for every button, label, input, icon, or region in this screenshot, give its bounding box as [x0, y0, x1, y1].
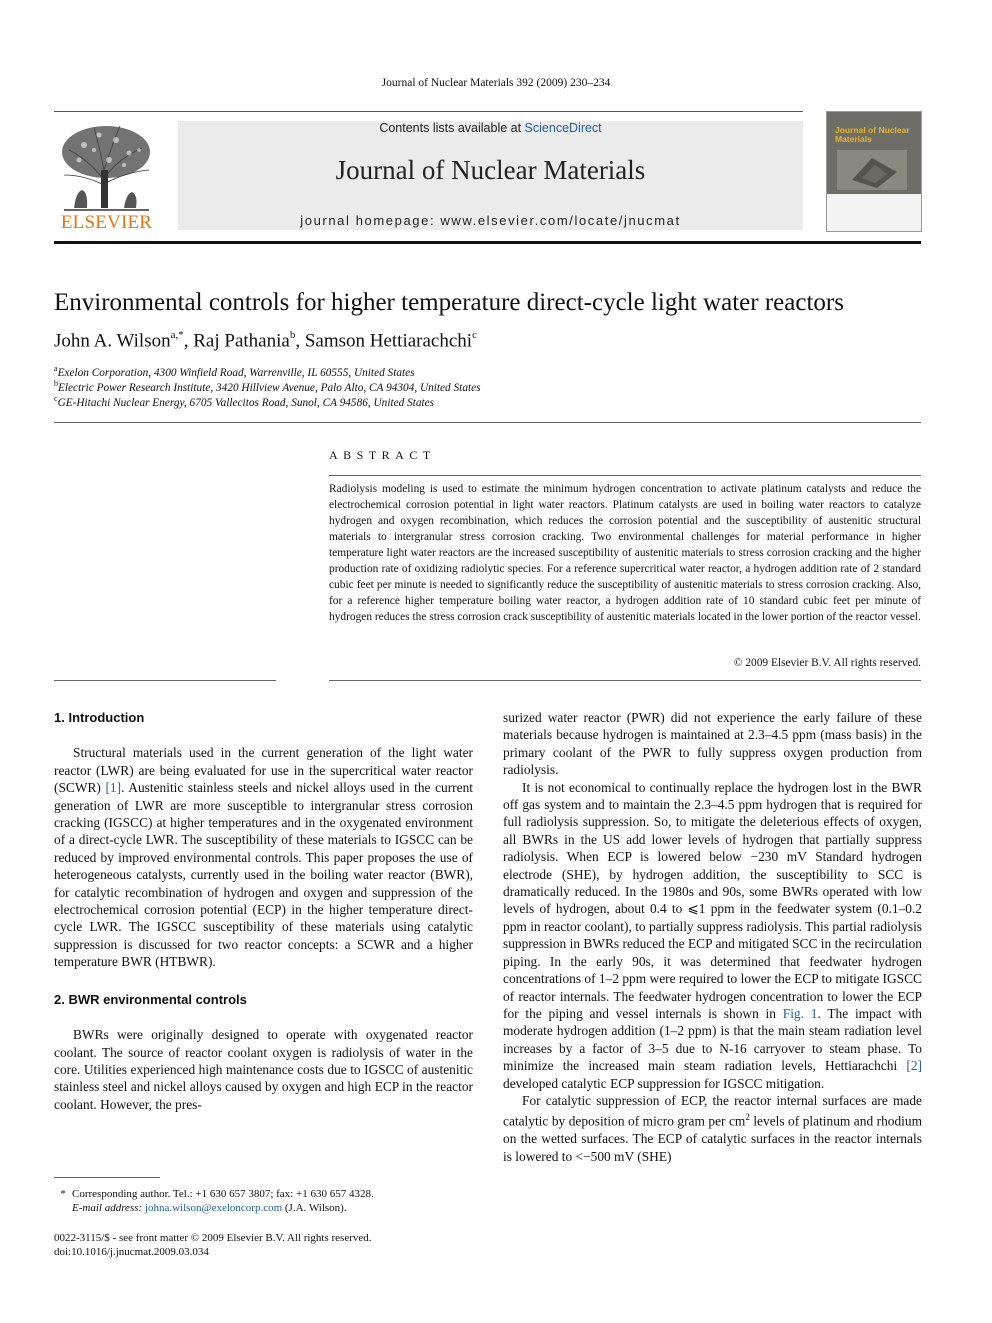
left-column	[54, 709, 473, 1113]
abstract-heading: ABSTRACT	[329, 448, 436, 462]
paragraph-text: Structural materials used in the current generation of the light water reactor (LWR) are being evaluated for use in the supercritical water reactor (SCWR)	[54, 745, 473, 796]
abstract-text: Radiolysis modeling is used to estimate the minimum hydrogen concentration to activate platinum catalysts and reduce the electrochemical corrosion potential in light water reactors. Platinum catalysts are used in boiling water reactors to catalyze hydrogen and oxygen recombination, which reduces the corrosion potential and the susceptibility of austenitic structural materials to intergranular stress corrosion cracking. Two environmental challenges for material performance in higher temperature light water reactors are the increased susceptibility of austenitic materials to stress corrosion cracking and the higher production rate of oxidizing radiolytic species. For a reference supercritical water reactor, a hydrogen addition rate of 2 standard cubic feet per minute is needed to significantly reduce the susceptibility of austenitic materials to stress corrosion cracking. Also, for a reference higher temperature boiling water reactor, a hydrogen addition rate of 10 standard cubic feet per minute of hydrogen reduces the stress corrosion crack susceptibility of austenitic materials located in the lower portion of the reactor vessel.	[329, 483, 921, 623]
affiliation-text: Electric Power Research Institute, 3420 Hillview Avenue, Palo Alto, CA 94304, United States	[58, 381, 481, 394]
superscript: 2	[745, 1112, 750, 1123]
journal-cover-thumbnail	[826, 111, 922, 232]
paragraph-text: . The impact with moderate hydrogen addition (1–2 ppm) is that the main steam radiation level increases by a factor of 3–5 due to N-16 carryover to steam phase. To minimize the increased main steam radiation levels, Hettiarachchi	[503, 1005, 922, 1074]
header-bottom-rule	[54, 241, 921, 244]
footnote-mark: *	[60, 1188, 66, 1200]
paragraph-text: developed catalytic ECP suppression for IGSCC mitigation.	[503, 1075, 825, 1091]
cover-journal-title: Journal of Nuclear Materials	[835, 125, 910, 144]
contents-prefix: Contents lists available at	[379, 121, 525, 135]
paragraph-text: . Austenitic stainless steels and nickel alloys used in the current generation of LWR are more susceptible to intergranular stress corrosion cracking (IGSCC) at higher temperatures and in the oxygenated environment of a direct-cycle LWR. The susceptibility of these materials to IGSCC can be reduced by improved environmental controls. This paper proposes the use of heterogeneous catalysts, currently used in the boiling water reactor (BWR), for catalytic recombination of hydrogen and oxygen and suppression of the electrochemical corrosion potential (ECP) in the higher temperature direct-cycle LWR. The IGSCC susceptibility of these materials using catalytic suppression is discussed for two reactor concepts: a SCWR and a higher temperature BWR (HTBWR).	[54, 780, 474, 970]
paragraph: BWRs were originally designed to operate with oxygenated reactor coolant. The source of reactor coolant oxygen is radiolysis of water in the core. Utilities experienced high maintenance costs due to IGSCC of austenitic stainless steel and nickel alloys caused by oxygen and high ECP in the reactor coolant. However, the pres-	[54, 1027, 473, 1112]
affiliation	[54, 379, 754, 394]
author-affiliation-mark: a,*	[170, 329, 184, 341]
author-name[interactable]: Raj Pathania	[193, 330, 290, 352]
email-note	[72, 1201, 492, 1215]
author-separator: ,	[295, 330, 305, 352]
journal-reference: Journal of Nuclear Materials 392 (2009) 230–234	[381, 77, 611, 89]
figure-link[interactable]: Fig. 1	[782, 1005, 818, 1021]
corresponding-author-note	[54, 1187, 474, 1201]
cover-image	[837, 150, 907, 190]
author-affiliation-mark: b	[289, 329, 296, 341]
email-link[interactable]: johna.wilson@exeloncorp.com	[144, 1202, 283, 1214]
sciencedirect-link[interactable]: ScienceDirect	[524, 121, 602, 135]
section-heading: 2. BWR environmental controls	[54, 991, 247, 1007]
right-column	[503, 709, 922, 1165]
affiliation-text: GE-Hitachi Nuclear Energy, 6705 Vallecitos Road, Sunol, CA 94586, United States	[57, 396, 435, 409]
email-suffix: (J.A. Wilson).	[282, 1202, 347, 1214]
issn-line: 0022-3115/$ - see front matter © 2009 Elsevier B.V. All rights reserved.	[54, 1232, 372, 1244]
author-list	[54, 330, 934, 352]
citation-link[interactable]: [2]	[906, 1058, 922, 1074]
author-name[interactable]: Samson Hettiarachchi	[304, 330, 473, 352]
affiliation-mark: a	[54, 364, 58, 373]
paragraph: surized water reactor (PWR) did not experience the early failure of these materials because hydrogen is maintained at 2.3–4.5 ppm (mass basis) in the primary coolant of the PWR to fully suppress oxygen production from radiolysis.	[503, 710, 922, 778]
paragraph-text: levels of platinum and rhodium on the wetted surfaces. The ECP of catalytic surfaces in the reactor internals is lowered to <−500 mV (SHE)	[503, 1113, 923, 1164]
affiliation-mark: c	[54, 394, 58, 403]
paragraph	[503, 779, 922, 1092]
header-top-rule	[54, 111, 803, 112]
paragraph-text: For catalytic suppression of ECP, the reactor internal surfaces are made catalytic by deposition of micro gram per cm	[503, 1092, 922, 1129]
affiliation	[54, 364, 754, 379]
section-heading: 1. Introduction	[54, 710, 145, 725]
abstract-top-rule	[329, 475, 921, 476]
footnote-text: Corresponding author. Tel.: +1 630 657 3807; fax: +1 630 657 4328.	[72, 1188, 374, 1200]
elsevier-wordmark: ELSEVIER	[60, 212, 153, 233]
footnote-rule	[54, 1177, 160, 1178]
affiliation	[54, 394, 754, 409]
author-name[interactable]: John A. Wilson	[54, 330, 171, 352]
affiliation-text: Exelon Corporation, 4300 Winfield Road, Warrenville, IL 60555, United States	[57, 366, 415, 379]
paragraph	[503, 1092, 922, 1165]
author-affiliation-mark: c	[472, 329, 477, 341]
journal-title: Journal of Nuclear Materials	[335, 155, 646, 185]
email-label: E-mail address:	[72, 1202, 145, 1214]
affiliation-divider	[54, 422, 921, 423]
paragraph	[54, 744, 473, 970]
paragraph-text: It is not economical to continually replace the hydrogen lost in the BWR off gas system and to maintain the 2.3–4.5 ppm hydrogen that is required for full radiolysis suppression. So, to mitigate the deleterious effects of oxygen, all BWRs in the US add lower levels of hydrogen that partially suppress radiolysis. When ECP is lowered below −230 mV Standard hydrogen electrode (SHE), by hydrogen addition, the susceptibility to SCC is dramatically reduced. In the 1980s and 90s, some BWRs operated with low levels of hydrogen, about 0.4 to ⩽1 ppm in the feedwater system (0.1–0.2 ppm in reactor coolant), to partially suppress radiolysis. This partial radiolysis suppression in BWRs reduced the ECP and mitigated SCC in the recirculation piping. In the early 90s, it was determined that feedwater hydrogen concentrations of 1–2 ppm were required to lower the ECP to mitigate IGSCC of reactor internals. The feedwater hydrogen concentration to lower the ECP for the piping and vessel internals is shown in	[503, 779, 922, 1021]
contents-available-line	[178, 121, 803, 135]
abstract-copyright: © 2009 Elsevier B.V. All rights reserved.	[733, 657, 921, 669]
abstract-bottom-rule	[329, 680, 921, 681]
doi-line[interactable]: doi:10.1016/j.jnucmat.2009.03.034	[54, 1246, 209, 1258]
affiliation-mark: b	[54, 379, 58, 388]
article-title: Environmental controls for higher temperature direct-cycle light water reactors	[54, 289, 844, 316]
left-column-rule	[54, 680, 276, 681]
author-separator: ,	[183, 330, 194, 352]
citation-link[interactable]: [1]	[105, 780, 122, 796]
journal-homepage[interactable]: journal homepage: www.elsevier.com/locate/jnucmat	[300, 213, 681, 228]
